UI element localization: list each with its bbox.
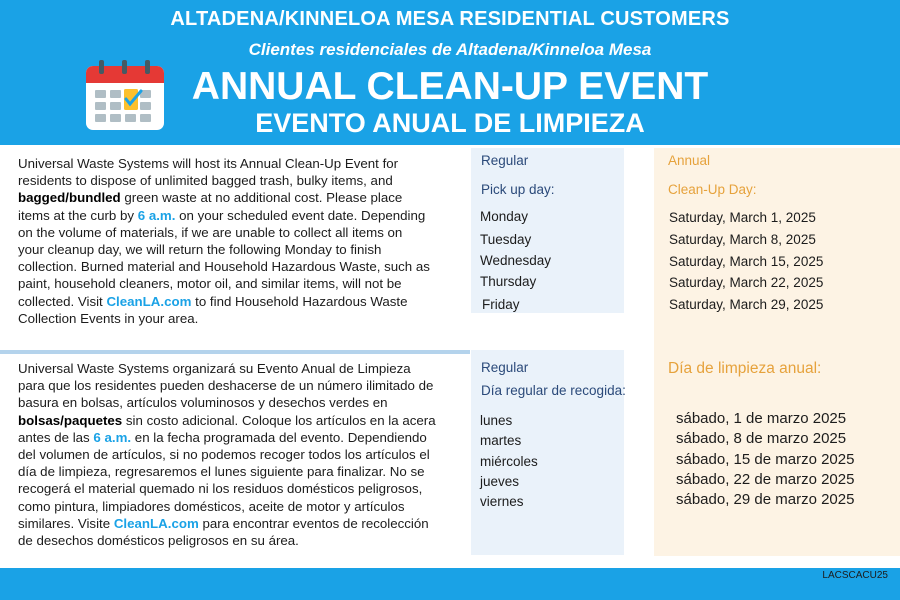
date-march-15: Saturday, March 15, 2025: [669, 254, 824, 269]
fecha-1-marzo: sábado, 1 de marzo 2025: [676, 410, 847, 427]
cleanla-link[interactable]: CleanLA.com: [106, 293, 192, 309]
time-highlight: 6 a.m.: [137, 207, 176, 223]
subtitle-customers-es: Clientes residenciales de Altadena/Kinneloa Mesa: [248, 40, 652, 59]
day-friday: Friday: [482, 297, 520, 312]
day-tuesday: Tuesday: [480, 232, 532, 247]
regular-title-en: Regular: [481, 153, 529, 168]
fecha-29-marzo: sábado, 29 de marzo 2025: [676, 491, 855, 508]
date-march-22: Saturday, March 22, 2025: [669, 275, 824, 290]
dia-regular-label: Día regular de recogida:: [481, 383, 626, 398]
dia-lunes: lunes: [480, 413, 513, 428]
annual-title-es: Día de limpieza anual:: [668, 360, 822, 377]
footer-bar: [0, 568, 900, 600]
annual-title-en: Annual: [668, 153, 711, 168]
date-march-1: Saturday, March 1, 2025: [669, 210, 816, 225]
title-event-es: EVENTO ANUAL DE LIMPIEZA: [255, 108, 645, 138]
day-wednesday: Wednesday: [480, 253, 552, 268]
cleanla-link-es[interactable]: CleanLA.com: [113, 515, 199, 531]
title-event: ANNUAL CLEAN-UP EVENT: [191, 65, 709, 108]
bold-bagged: bagged/bundled: [18, 190, 121, 206]
bold-bolsas: bolsas/paquetes: [18, 412, 123, 428]
regular-title-es: Regular: [481, 360, 529, 375]
hora-highlight: 6 a.m.: [93, 429, 132, 445]
pickup-day-label: Pick up day:: [481, 182, 555, 197]
fecha-15-marzo: sábado, 15 de marzo 2025: [676, 451, 855, 468]
fecha-22-marzo: sábado, 22 de marzo 2025: [676, 471, 855, 488]
description-en: Universal Waste Systems will host its Annual Clean-Up Event for residents to dispose of unlimited bagged trash, bulky items, and bagged/bundled green waste at no additional cost. Please place items at the curb by 6 a.m. on your scheduled event date. Depending on the volume of materials, if we are unable to collect all items on your cleanup day, we will return the following Monday to finish collection. Burned material and Household Hazardous Waste, such as paint, household cleaners, motor oil, and similar items, will not be collected. Visit CleanLA.com to find Household Hazardous Waste Collection Events in your area.: [18, 156, 430, 326]
date-march-8: Saturday, March 8, 2025: [669, 232, 816, 247]
document-code: LACSCACU25: [822, 570, 888, 581]
dia-jueves: jueves: [480, 474, 520, 489]
title-customers: ALTADENA/KINNELOA MESA RESIDENTIAL CUSTOMERS: [170, 8, 730, 30]
section-divider: [0, 350, 470, 354]
dia-martes: martes: [480, 433, 522, 448]
description-es: Universal Waste Systems organizará su Evento Anual de Limpieza para que los residentes pueden deshacerse de un número ilimitado de basura en bolsas, artículos voluminosos y desechos verdes en bolsas/paquetes sin costo adicional. Coloque los artículos en la acera antes de las 6 a.m. en la fecha programada del evento. Dependiendo del volumen de artículos, si no podemos recoger todos los artículos el día de limpieza, regresaremos el lunes siguiente para finalizar. No se recogerá el material quemado ni los residuos domésticos peligrosos, como pintura, limpiadores domésticos, aceite de motor y artículos similares. Visite CleanLA.com para encontrar eventos de recolección de desechos domésticos peligrosos en su área.: [18, 361, 436, 549]
dia-miercoles: miércoles: [480, 454, 538, 469]
cleanup-day-label: Clean-Up Day:: [668, 182, 757, 197]
day-thursday: Thursday: [480, 274, 537, 289]
day-monday: Monday: [480, 209, 529, 224]
annual-column-en: [654, 148, 900, 346]
regular-column-es: [471, 350, 624, 555]
date-march-29: Saturday, March 29, 2025: [669, 297, 824, 312]
dia-viernes: viernes: [480, 494, 524, 509]
fecha-8-marzo: sábado, 8 de marzo 2025: [676, 430, 847, 447]
